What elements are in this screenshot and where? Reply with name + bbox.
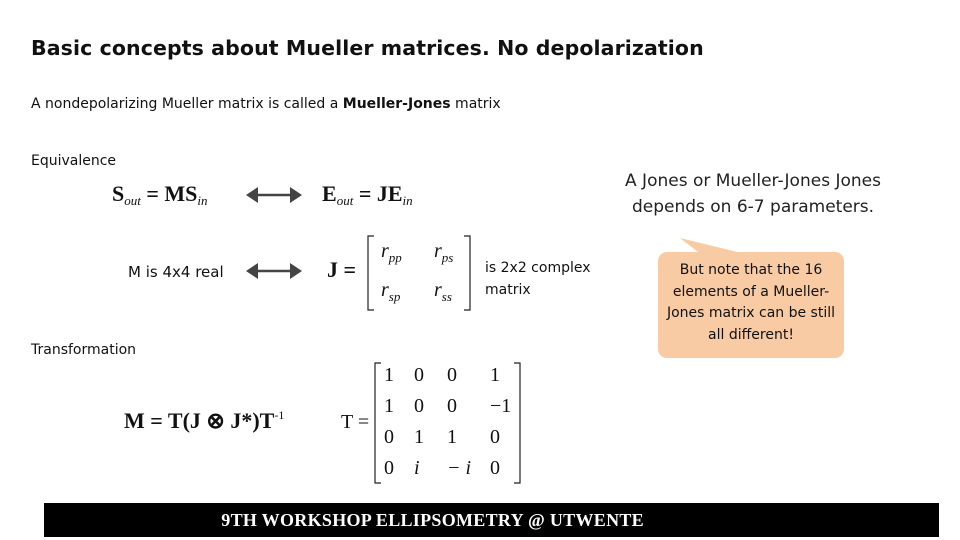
intro-suffix: matrix	[450, 96, 501, 112]
t-matrix-cell: 0	[490, 426, 500, 448]
m-description: M is 4x4 real	[128, 263, 224, 281]
jones-rhs-sub: in	[402, 193, 413, 208]
stokes-rhs-sub: in	[197, 193, 208, 208]
jones-lhs: E	[322, 181, 337, 206]
jones-equation	[322, 181, 413, 209]
double-arrow-icon	[246, 184, 302, 206]
intro-prefix: A nondepolarizing Mueller matrix is called a	[31, 96, 343, 112]
j-description: is 2x2 complex matrix	[485, 260, 591, 298]
t-matrix-cell: 1	[384, 395, 394, 417]
double-arrow-icon	[246, 260, 302, 282]
t-matrix-cell: 1	[384, 364, 394, 386]
stokes-equation	[112, 181, 208, 209]
stokes-lhs-sub: out	[124, 193, 141, 208]
t-matrix-cell: 0	[384, 426, 394, 448]
transformation-body: M = T(J ⊗ J*)T	[124, 408, 275, 433]
t-matrix-cell: i	[414, 457, 420, 479]
j-cell-rsp: $r_{sp}$	[381, 279, 401, 304]
t-matrix-cell: 0	[490, 457, 500, 479]
t-matrix-cell: 0	[447, 395, 457, 417]
note-bubble-text: But note that the 16 elements of a Mueller-Jones matrix can be still all different!	[666, 262, 835, 343]
j-cell-rpp: $r_{pp}$	[381, 240, 402, 265]
t-matrix-cell: 1	[490, 364, 500, 386]
stokes-lhs: S	[112, 181, 125, 206]
t-matrix-cell: 0	[447, 364, 457, 386]
j-matrix-name: J =	[327, 257, 357, 282]
transformation-equation	[124, 408, 284, 434]
j-cell-rps: $r_{ps}$	[434, 240, 454, 265]
footer-text: 9TH WORKSHOP ELLIPSOMETRY @ UTWENTE	[221, 510, 644, 530]
t-matrix-cell: 1	[414, 426, 424, 448]
slide-title: Basic concepts about Mueller matrices. No depolarization	[31, 36, 704, 60]
t-matrix-cell: − i	[447, 457, 472, 479]
t-matrix-cell: 0	[384, 457, 394, 479]
t-matrix-cell: 0	[414, 395, 424, 417]
transformation-label: Transformation	[31, 342, 137, 358]
j-cell-rss: $r_{ss}$	[434, 279, 452, 304]
jones-lhs-sub: out	[336, 193, 354, 208]
callout-text: A Jones or Mueller-Jones Jones depends on 6-7 parameters.	[625, 171, 881, 217]
intro-bold-term: Mueller-Jones	[342, 96, 451, 112]
t-matrix-cell: 1	[447, 426, 457, 448]
t-matrix-cell: −1	[490, 395, 512, 417]
transformation-sup: -1	[274, 408, 285, 422]
stokes-rhs: = MS	[140, 181, 198, 206]
equivalence-label: Equivalence	[31, 153, 117, 169]
t-matrix-cell: 0	[414, 364, 424, 386]
jones-rhs: = JE	[353, 181, 403, 206]
intro-text	[31, 96, 501, 112]
t-matrix-name: T =	[341, 411, 370, 433]
